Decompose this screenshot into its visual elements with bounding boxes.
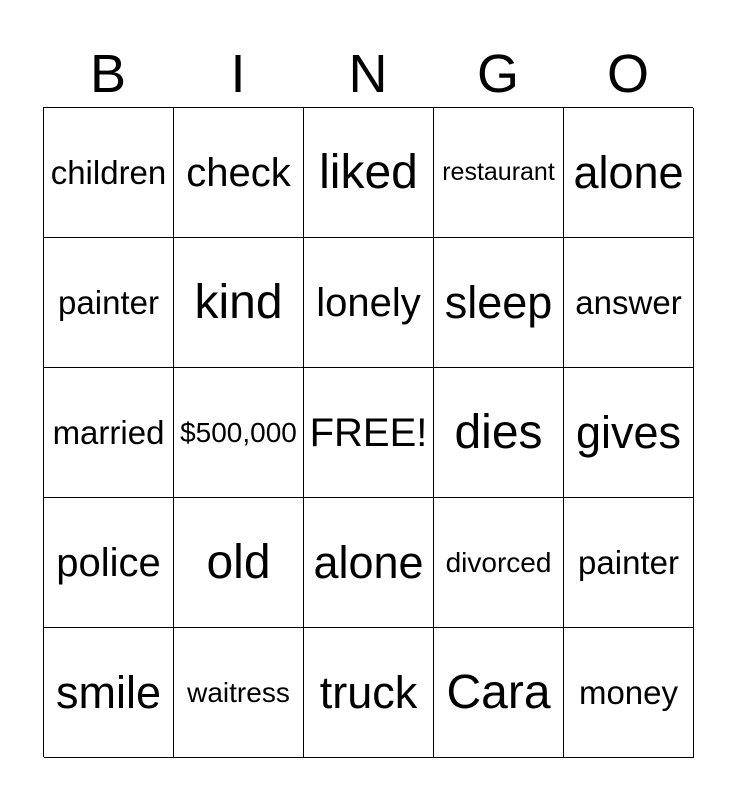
bingo-cell-r4-c2[interactable]: old	[174, 498, 304, 628]
bingo-cell-r2-c5[interactable]: answer	[564, 238, 694, 368]
header-letter-n: N	[348, 44, 388, 104]
bingo-cell-r3-c2[interactable]: $500,000	[174, 368, 304, 498]
bingo-cell-r2-c2[interactable]: kind	[174, 238, 304, 368]
bingo-cell-r3-c1[interactable]: married	[44, 368, 174, 498]
header-letter-o: O	[606, 44, 649, 104]
bingo-cell-r5-c2[interactable]: waitress	[174, 628, 304, 758]
bingo-header	[43, 40, 693, 108]
bingo-cell-r1-c4[interactable]: restaurant	[434, 108, 564, 238]
bingo-cell-r4-c5[interactable]: painter	[564, 498, 694, 628]
bingo-cell-r3-c4[interactable]: dies	[434, 368, 564, 498]
bingo-cell-r3-c5[interactable]: gives	[564, 368, 694, 498]
header-letter-i: I	[230, 44, 246, 104]
bingo-cell-r1-c5[interactable]: alone	[564, 108, 694, 238]
bingo-cell-r5-c5[interactable]: money	[564, 628, 694, 758]
bingo-cell-r4-c1[interactable]: police	[44, 498, 174, 628]
bingo-cell-r2-c4[interactable]: sleep	[434, 238, 564, 368]
header-letter-b: B	[89, 44, 127, 104]
bingo-cell-r2-c1[interactable]: painter	[44, 238, 174, 368]
bingo-cell-r2-c3[interactable]: lonely	[304, 238, 434, 368]
bingo-cell-r3-c3[interactable]: FREE!	[304, 368, 434, 498]
bingo-cell-r5-c4[interactable]: Cara	[434, 628, 564, 758]
bingo-cell-r1-c3[interactable]: liked	[304, 108, 434, 238]
bingo-board	[43, 107, 693, 757]
bingo-cell-r5-c3[interactable]: truck	[304, 628, 434, 758]
bingo-cell-r1-c1[interactable]: children	[44, 108, 174, 238]
bingo-cell-r1-c2[interactable]: check	[174, 108, 304, 238]
bingo-cell-r5-c1[interactable]: smile	[44, 628, 174, 758]
bingo-cell-r4-c3[interactable]: alone	[304, 498, 434, 628]
header-letter-g: G	[476, 44, 519, 104]
bingo-cell-r4-c4[interactable]: divorced	[434, 498, 564, 628]
